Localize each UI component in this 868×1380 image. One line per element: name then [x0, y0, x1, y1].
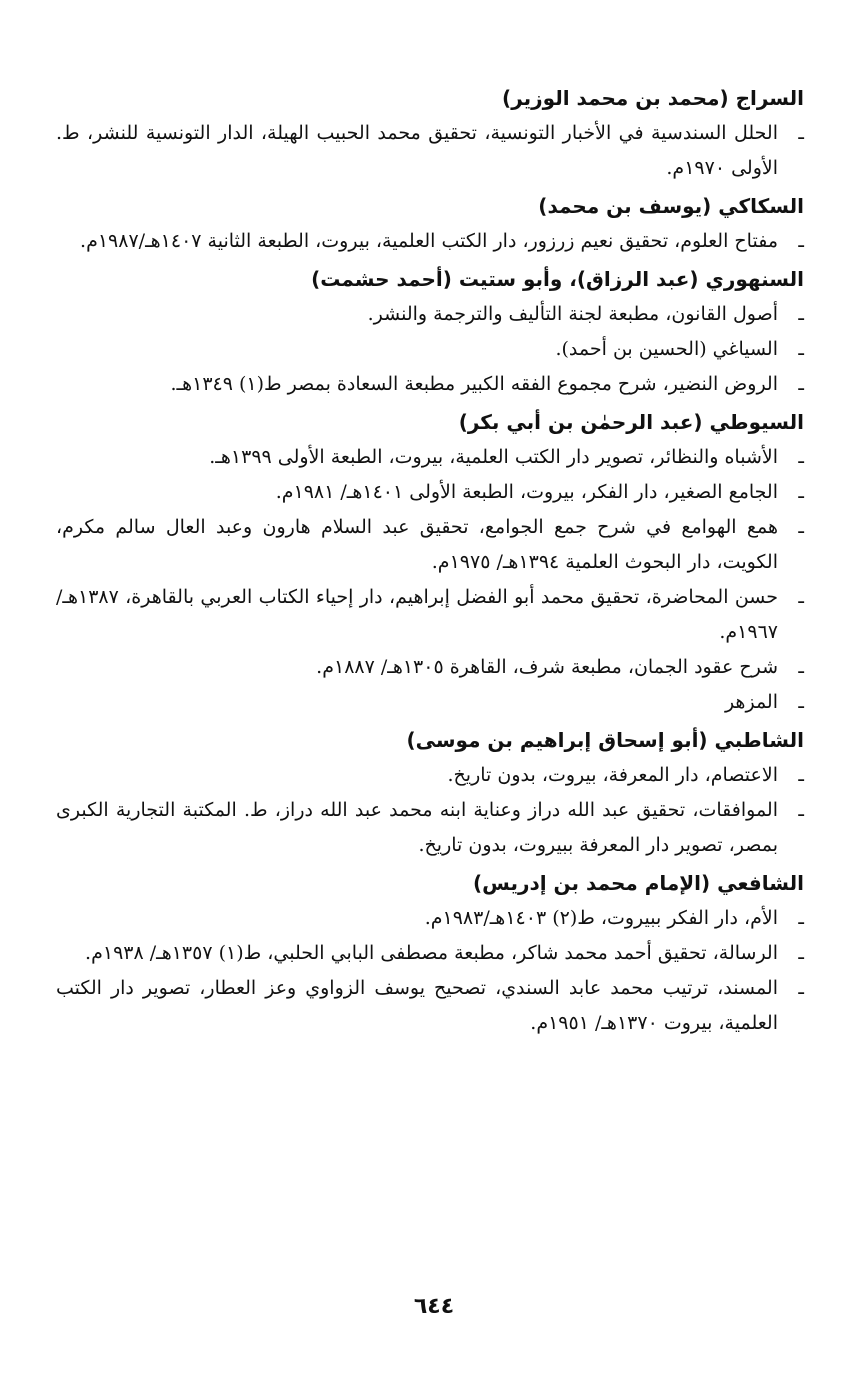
- author-heading: السيوطي (عبد الرحمٰن بن أبي بكر): [458, 410, 804, 434]
- bibliography-entry: [56, 510, 804, 580]
- author-group: [56, 261, 804, 402]
- bibliography-entry: [56, 224, 804, 259]
- entry-text: الموافقات، تحقيق عبد الله دراز وعناية ابنه محمد عبد الله دراز، ط. المكتبة التجارية الكبرى بمصر، تصوير دار المعرفة ببيروت، بدون تاريخ.: [56, 799, 778, 856]
- bibliography-entry: [56, 650, 804, 685]
- entry-text: همع الهوامع في شرح جمع الجوامع، تحقيق عبد السلام هارون وعبد العال سالم مكرم، الكويت، دار البحوث العلمية ١٣٩٤هـ/ ١٩٧٥م.: [56, 516, 778, 573]
- entry-dash: ـ: [798, 691, 804, 713]
- author-heading: الشاطبي (أبو إسحاق إبراهيم بن موسى): [406, 728, 804, 752]
- entry-dash: ـ: [798, 303, 804, 325]
- page-number: ٦٤٤: [413, 1294, 455, 1319]
- author-group: [56, 80, 804, 186]
- entry-dash: ـ: [798, 799, 804, 821]
- bibliography-entry: [56, 758, 804, 793]
- entry-text: الروض النضير، شرح مجموع الفقه الكبير مطبعة السعادة بمصر ط(١) ١٣٤٩هـ.: [170, 373, 778, 395]
- bibliography-entry: [56, 440, 804, 475]
- entry-dash: ـ: [798, 764, 804, 786]
- entry-dash: ـ: [798, 907, 804, 929]
- entry-text: الاعتصام، دار المعرفة، بيروت، بدون تاريخ.: [447, 764, 778, 786]
- bibliography-entry: [56, 971, 804, 1041]
- entry-text: حسن المحاضرة، تحقيق محمد أبو الفضل إبراهيم، دار إحياء الكتاب العربي بالقاهرة، ١٣٨٧هـ/ ١٩٦٧م.: [56, 586, 778, 643]
- author-group: [56, 404, 804, 720]
- entry-text: الأشباه والنظائر، تصوير دار الكتب العلمية، بيروت، الطبعة الأولى ١٣٩٩هـ.: [209, 446, 778, 468]
- author-heading: السنهوري (عبد الرزاق)، وأبو ستيت (أحمد حشمت): [311, 267, 804, 291]
- entry-text: المزهر: [724, 691, 778, 713]
- entry-dash: ـ: [798, 338, 804, 360]
- bibliography-entry: [56, 297, 804, 332]
- author-group: [56, 865, 804, 1041]
- author-group: [56, 722, 804, 863]
- bibliography-entry: [56, 580, 804, 650]
- bibliography-entry: [56, 936, 804, 971]
- bibliography-entry: [56, 367, 804, 402]
- entry-text: الرسالة، تحقيق أحمد محمد شاكر، مطبعة مصطفى البابي الحلبي، ط(١) ١٣٥٧هـ/ ١٩٣٨م.: [85, 942, 778, 964]
- entry-dash: ـ: [798, 481, 804, 503]
- entry-text: السياغي (الحسين بن أحمد).: [555, 338, 778, 360]
- entry-dash: ـ: [798, 977, 804, 999]
- author-heading: الشافعي (الإمام محمد بن إدريس): [473, 871, 804, 895]
- entry-dash: ـ: [798, 942, 804, 964]
- bibliography-entry: [56, 475, 804, 510]
- author-group: [56, 188, 804, 259]
- bibliography-entry: [56, 793, 804, 863]
- entry-dash: ـ: [798, 230, 804, 252]
- entry-text: المسند، ترتيب محمد عابد السندي، تصحيح يوسف الزواوي وعز العطار، تصوير دار الكتب العلمية، بيروت ١٣٧٠هـ/ ١٩٥١م.: [56, 977, 778, 1034]
- entry-text: الأم، دار الفكر ببيروت، ط(٢) ١٤٠٣هـ/١٩٨٣م.: [424, 907, 778, 929]
- bibliography-entry: [56, 116, 804, 186]
- entry-dash: ـ: [798, 516, 804, 538]
- bibliography-entry: [56, 901, 804, 936]
- bibliography-entry: [56, 685, 804, 720]
- entry-dash: ـ: [798, 586, 804, 608]
- author-heading: السراج (محمد بن محمد الوزير): [502, 86, 804, 110]
- entry-dash: ـ: [798, 446, 804, 468]
- entry-text: الحلل السندسية في الأخبار التونسية، تحقيق محمد الحبيب الهيلة، الدار التونسية للنشر، ط. الأولى ١٩٧٠م.: [56, 122, 778, 179]
- entry-dash: ـ: [798, 656, 804, 678]
- entry-text: الجامع الصغير، دار الفكر، بيروت، الطبعة الأولى ١٤٠١هـ/ ١٩٨١م.: [275, 481, 778, 503]
- entry-dash: ـ: [798, 373, 804, 395]
- author-heading: السكاكي (يوسف بن محمد): [538, 194, 804, 218]
- bibliography-entry: [56, 332, 804, 367]
- entry-text: مفتاح العلوم، تحقيق نعيم زرزور، دار الكتب العلمية، بيروت، الطبعة الثانية ١٤٠٧هـ/١٩٨٧م.: [80, 230, 778, 252]
- entry-text: شرح عقود الجمان، مطبعة شرف، القاهرة ١٣٠٥هـ/ ١٨٨٧م.: [316, 656, 778, 678]
- entry-dash: ـ: [798, 122, 804, 144]
- entry-text: أصول القانون، مطبعة لجنة التأليف والترجمة والنشر.: [367, 303, 778, 325]
- bibliography-page: [56, 80, 804, 1043]
